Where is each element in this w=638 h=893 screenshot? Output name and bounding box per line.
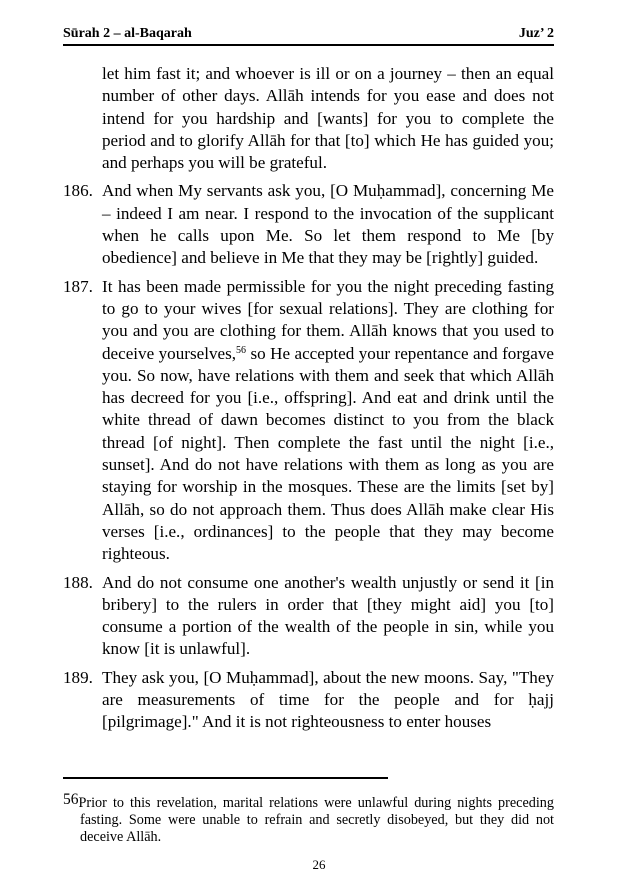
verse-text-part-b: so He accepted your repentance and forgave you. So now, have relations with them and seek that which Allāh has decreed for you [i.e., offspring]. And eat and drink until the white thread of dawn becomes distinct to you from the black thread [of night]. Then complete the fast until the night [i.e., sunset]. And do not have relations with them as long as you are staying for worship in the mosques. These are the limits [set by] Allāh, so do not approach them. Thus does Allāh make clear His verses [i.e., ordinances] to the people that they may become righteous. [102, 343, 554, 564]
verse-187 [63, 276, 554, 566]
verse-number: 188. [63, 572, 93, 592]
verse-text: They ask you, [O Muḥammad], about the new moons. Say, "They are measurements of time for the people and for ḥajj [pilgrimage]." And it is not righteousness to enter houses [102, 667, 554, 732]
continued-verse-text: let him fast it; and whoever is ill or on a journey – then an equal number of other days. Allāh intends for you ease and does not intend for you hardship and [wants] for you to complete the period and to glorify Allāh for that [to] which He has guided you; and perhaps you will be grateful. [102, 64, 554, 173]
verse-text-part-a: It has been made permissible for you the night preceding fasting to go to your wives [for sexual relations]. They are clothing for you and you are clothing for them. Allāh knows that you used to deceive yourselves, [102, 276, 554, 363]
page-body [63, 63, 554, 740]
verse-186 [63, 180, 554, 269]
verse-189 [63, 667, 554, 734]
verse-188 [63, 572, 554, 661]
header-surah-title: Sūrah 2 – al-Baqarah [63, 26, 192, 41]
verse-text [102, 276, 554, 566]
header-rule [63, 44, 554, 46]
page-number: 26 [312, 857, 326, 872]
footnote-reference[interactable]: 56 [236, 344, 247, 356]
verse-number: 189. [63, 667, 93, 687]
footnote-mark: 56 [63, 791, 79, 808]
verse-number: 186. [63, 181, 93, 201]
header-juz-label: Juz’ 2 [518, 26, 554, 41]
footnote-text: Prior to this revelation, marital relations were unlawful during nights preceding fasting. Some were unable to refrain and secretly disobeyed, but they did not deceive Allāh. [78, 795, 554, 845]
verse-number: 187. [63, 276, 93, 296]
footnote-rule [63, 777, 388, 779]
verse-text: And when My servants ask you, [O Muḥammad], concerning Me – indeed I am near. I respond to the invocation of the supplicant when he calls upon Me. So let them respond to Me [by obedience] and believe in Me that they may be [rightly] guided. [102, 181, 554, 268]
verse-text: And do not consume one another's wealth unjustly or send it [in bribery] to the rulers in order that [they might aid] you [to] consume a portion of the wealth of the people in sin, while you know [it is unlawful]. [102, 572, 554, 659]
footnote [63, 791, 554, 846]
